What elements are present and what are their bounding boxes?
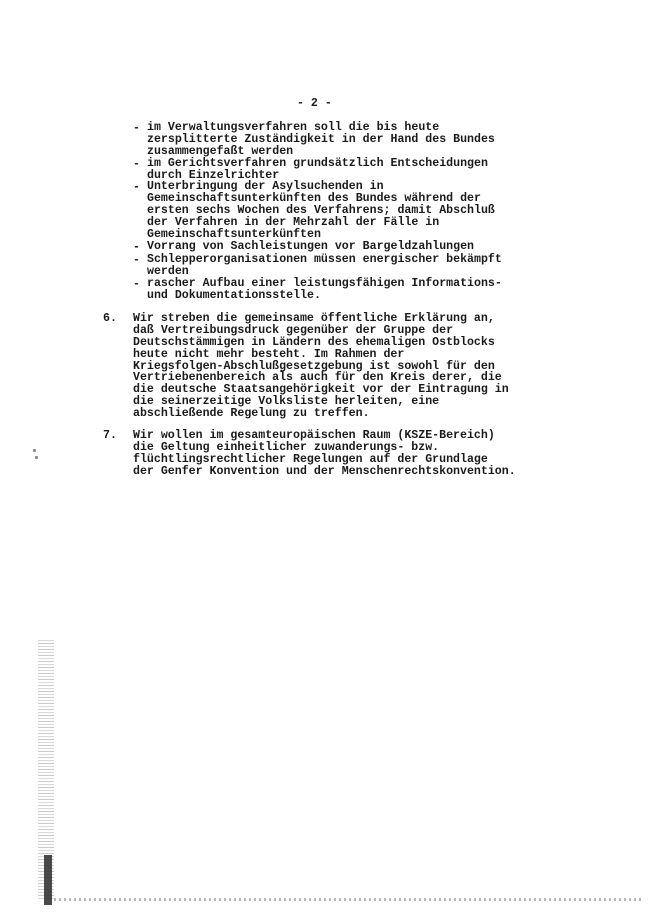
scan-speck xyxy=(35,456,38,459)
numbered-item-6 xyxy=(103,313,603,420)
bullet-item xyxy=(133,241,603,254)
text-line: rascher Aufbau einer leistungsfähigen Informations- xyxy=(147,276,502,290)
text-line: daß Vertreibungsdruck gegenüber der Gruppe der xyxy=(133,323,454,337)
bullet-item xyxy=(133,122,603,158)
bullet-dash: - xyxy=(133,181,140,195)
text-line: zusammengefaßt werden xyxy=(147,144,294,158)
text-line: abschließende Regelung zu treffen. xyxy=(133,407,370,421)
text-line: die deutsche Staatsangehörigkeit vor der Eintragung in xyxy=(133,383,509,397)
text-line: werden xyxy=(147,264,189,278)
item-number: 6. xyxy=(103,312,117,325)
scan-corner-mark xyxy=(44,855,52,905)
text-line: heute nicht mehr besteht. Im Rahmen der xyxy=(133,347,405,361)
text-line: zersplitterte Zuständigkeit in der Hand des Bundes xyxy=(147,132,495,146)
text-line: flüchtlingsrechtlicher Regelungen auf der Grundlage xyxy=(133,452,488,466)
text-line: im Verwaltungsverfahren soll die bis heute xyxy=(147,121,440,134)
page-number: - 2 - xyxy=(297,97,332,110)
text-line: die Geltung einheitlicher zuwanderungs- bzw. xyxy=(133,440,440,454)
bullet-item xyxy=(133,181,603,240)
bullet-dash: - xyxy=(133,240,140,254)
text-line: die seinerzeitige Volksliste herleiten, eine xyxy=(133,395,440,409)
bullet-item xyxy=(133,254,603,278)
text-line: Wir streben die gemeinsame öffentliche Erklärung an, xyxy=(133,312,495,325)
text-line: Unterbringung der Asylsuchenden in xyxy=(147,180,384,194)
text-line: Gemeinschaftsunterkünften xyxy=(147,228,321,242)
text-line: Deutschstämmigen in Ländern des ehemaligen Ostblocks xyxy=(133,335,495,349)
bullet-list xyxy=(133,122,603,301)
text-line: der Verfahren in der Mehrzahl der Fälle in xyxy=(147,216,440,230)
scan-speck xyxy=(33,449,36,452)
text-line: Vorrang von Sachleistungen vor Bargeldzahlungen xyxy=(147,239,474,253)
text-line: im Gerichtsverfahren grundsätzlich Entscheidungen xyxy=(147,156,488,170)
text-line: ersten sechs Wochen des Verfahrens; damit Abschluß xyxy=(147,204,495,218)
text-line: der Genfer Konvention und der Menschenrechtskonvention. xyxy=(133,464,516,478)
scan-bottom-edge xyxy=(54,898,644,901)
text-line: durch Einzelrichter xyxy=(147,168,280,182)
text-line: und Dokumentationsstelle. xyxy=(147,288,321,302)
bullet-item xyxy=(133,278,603,302)
text-line: Wir wollen im gesamteuropäischen Raum (KSZE-Bereich) xyxy=(133,429,495,442)
text-line: Vertriebenenbereich als auch für den Kreis derer, die xyxy=(133,371,502,385)
item-number: 7. xyxy=(103,429,117,442)
numbered-item-7 xyxy=(103,430,603,478)
bullet-dash: - xyxy=(133,253,140,267)
bullet-dash: - xyxy=(133,277,140,291)
bullet-item xyxy=(133,158,603,182)
text-line: Gemeinschaftsunterkünften des Bundes während der xyxy=(147,192,481,206)
bullet-dash: - xyxy=(133,122,140,135)
text-line: Schlepperorganisationen müssen energischer bekämpft xyxy=(147,252,502,266)
bullet-dash: - xyxy=(133,157,140,171)
text-line: Kriegsfolgen-Abschlußgesetzgebung ist sowohl für den xyxy=(133,359,495,373)
